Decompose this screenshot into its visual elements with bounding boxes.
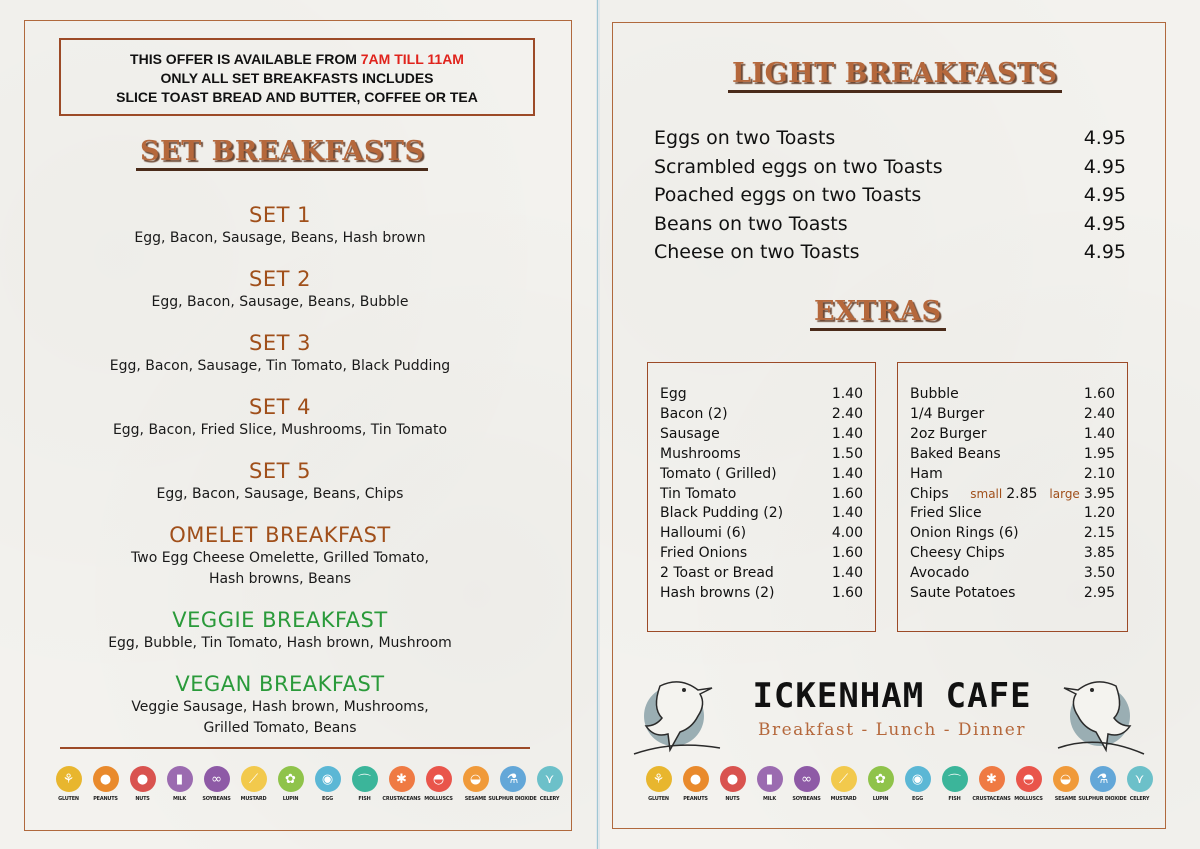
allergen-label: GLUTEN <box>648 796 669 802</box>
item-price: 3.50 <box>1083 565 1115 582</box>
list-item <box>654 210 1126 239</box>
extras-item <box>660 385 863 405</box>
item-price: 4.95 <box>1083 212 1126 235</box>
offer-hours: 7AM TILL 11AM <box>360 51 464 67</box>
shell-icon: ◓ <box>426 766 452 792</box>
extras-item <box>910 385 1115 405</box>
item-price: 1.60 <box>1083 386 1115 402</box>
extras-item <box>660 504 863 524</box>
wheat-icon: ⚘ <box>56 766 82 792</box>
allergen-item <box>235 766 272 802</box>
extras-item <box>910 584 1115 604</box>
extras-item <box>910 544 1115 564</box>
item-name: Hash browns (2) <box>660 585 775 602</box>
light-breakfasts-title <box>732 58 1058 89</box>
sesame-icon: ◒ <box>463 766 489 792</box>
allergen-label: MILK <box>763 796 776 802</box>
list-item <box>654 153 1126 182</box>
item-price: 1.40 <box>831 386 863 402</box>
celery-icon: ⋎ <box>1127 766 1153 792</box>
item-price: 4.95 <box>1083 241 1126 263</box>
item-price: 4.95 <box>1083 184 1126 206</box>
allergen-item <box>50 766 87 802</box>
size-options <box>970 485 1080 505</box>
item-name: Black Pudding (2) <box>660 505 784 522</box>
item-name: Bubble <box>910 386 959 402</box>
allergen-label: EGG <box>322 796 333 802</box>
item-name: Baked Beans <box>910 445 1001 462</box>
item-name: Mushrooms <box>660 445 741 462</box>
soybean-icon: ∞ <box>204 766 230 792</box>
item-name: Scrambled eggs on two Toasts <box>654 155 943 178</box>
allergen-item <box>87 766 124 802</box>
item-name: 1/4 Burger <box>910 405 985 422</box>
allergen-label: PEANUTS <box>683 796 708 802</box>
allergen-item <box>420 766 457 802</box>
item-name: Tomato ( Grilled) <box>660 465 777 482</box>
item-price: 1.60 <box>831 585 863 602</box>
extras-item <box>910 564 1115 584</box>
allergen-label: LUPIN <box>872 796 889 802</box>
allergen-label: NUTS <box>135 796 150 802</box>
item-name: Fried Onions <box>660 545 748 562</box>
item-price: 1.40 <box>831 465 863 482</box>
allergen-label: FISH <box>358 796 371 802</box>
mustard-icon: ⟋ <box>831 766 857 792</box>
item-price: 4.95 <box>1083 155 1126 178</box>
set-name: VEGAN BREAKFAST <box>175 672 385 696</box>
set-item <box>60 607 500 654</box>
item-price: 1.95 <box>1083 445 1115 462</box>
allergen-label: CRUSTACEANS <box>382 796 421 802</box>
allergen-label: MUSTARD <box>240 796 267 802</box>
allergen-item <box>161 766 198 802</box>
item-price: 1.40 <box>1083 425 1115 442</box>
set-item <box>60 266 500 313</box>
extras-item <box>660 524 863 544</box>
offer-notice <box>59 38 535 116</box>
divider-line <box>60 747 530 749</box>
sesame-icon: ◒ <box>1053 766 1079 792</box>
extras-item <box>660 544 863 564</box>
item-name: 2 Toast or Bread <box>660 565 774 582</box>
extras-item <box>660 465 863 485</box>
allergen-label: SOYBEANS <box>202 796 231 802</box>
allergen-item <box>124 766 161 802</box>
allergen-item <box>973 766 1010 802</box>
milk-icon: ▮ <box>167 766 193 792</box>
set-item <box>60 671 500 739</box>
item-name: Ham <box>910 465 943 482</box>
allergen-item <box>309 766 346 802</box>
offer-line3: SLICE TOAST BREAD AND BUTTER, COFFEE OR TEA <box>116 89 478 105</box>
cafe-tagline: Breakfast - Lunch - Dinner <box>757 720 1026 740</box>
allergen-item <box>788 766 825 802</box>
allergen-item <box>1121 766 1158 802</box>
item-price: 1.50 <box>831 445 863 462</box>
soybean-icon: ∞ <box>794 766 820 792</box>
item-price: 4.95 <box>1083 127 1126 149</box>
set-item <box>60 202 500 249</box>
peanut-icon: ● <box>93 766 119 792</box>
set-name: SET 3 <box>249 331 311 355</box>
list-item <box>654 181 1126 210</box>
set-name: SET 1 <box>249 203 311 227</box>
extras-item <box>660 445 863 465</box>
item-price: 1.40 <box>831 565 863 582</box>
allergen-item <box>272 766 309 802</box>
item-name: Tin Tomato <box>660 485 737 502</box>
allergen-item <box>936 766 973 802</box>
cafe-brand <box>742 676 1042 740</box>
item-name: Avocado <box>910 565 970 582</box>
item-name: Eggs on two Toasts <box>654 127 836 149</box>
fish-icon: ⌒ <box>352 766 378 792</box>
set-item <box>60 522 500 590</box>
allergen-label: NUTS <box>725 796 740 802</box>
set-desc: Egg, Bacon, Fried Slice, Mushrooms, Tin Tomato <box>112 422 448 438</box>
set-desc: Two Egg Cheese Omelette, Grilled Tomato, <box>131 550 429 566</box>
small-price: 2.85 <box>1006 485 1038 502</box>
allergen-item <box>899 766 936 802</box>
item-price: 2.40 <box>831 405 863 422</box>
item-name: Chips <box>910 485 949 502</box>
allergen-item <box>1010 766 1047 802</box>
crab-icon: ✱ <box>389 766 415 792</box>
item-name: Halloumi (6) <box>660 525 747 542</box>
allergen-label: MILK <box>173 796 186 802</box>
light-breakfasts-title-text: LIGHT BREAKFASTS <box>732 58 1058 89</box>
item-price: 1.40 <box>831 425 863 442</box>
allergen-label: GLUTEN <box>58 796 79 802</box>
extras-item <box>910 445 1115 465</box>
small-label: small <box>970 486 1003 501</box>
allergen-item <box>751 766 788 802</box>
item-price: 2.40 <box>1083 405 1115 422</box>
item-price: 2.95 <box>1083 585 1115 602</box>
item-name: Onion Rings (6) <box>910 525 1019 542</box>
shell-icon: ◓ <box>1016 766 1042 792</box>
egg-icon: ◉ <box>905 766 931 792</box>
allergen-item <box>383 766 420 802</box>
crab-icon: ✱ <box>979 766 1005 792</box>
extras-box-right <box>897 362 1128 632</box>
extras-item <box>660 485 863 505</box>
item-name: Cheesy Chips <box>910 545 1005 562</box>
set-item <box>60 330 500 377</box>
extras-item <box>910 504 1115 524</box>
sulphur-icon: ⚗ <box>500 766 526 792</box>
item-price: 1.20 <box>1083 505 1115 522</box>
milk-icon: ▮ <box>757 766 783 792</box>
item-name: Beans on two Toasts <box>654 212 848 235</box>
item-price: 2.15 <box>1083 525 1115 542</box>
extras-item <box>660 584 863 604</box>
nut-icon: ● <box>130 766 156 792</box>
set-breakfasts-title <box>140 136 424 167</box>
allergen-legend <box>50 766 568 802</box>
allergen-label: SULPHUR DIOXIDE <box>1078 796 1127 802</box>
offer-line1-prefix: THIS OFFER IS AVAILABLE FROM <box>130 51 361 67</box>
item-name: Bacon (2) <box>660 405 728 422</box>
item-name: Egg <box>660 386 687 402</box>
set-name: OMELET BREAKFAST <box>169 523 391 547</box>
allergen-item <box>677 766 714 802</box>
allergen-legend <box>640 766 1158 802</box>
item-name: 2oz Burger <box>910 425 987 442</box>
set-breakfasts-title-text: SET BREAKFASTS <box>140 136 425 167</box>
set-name: VEGGIE BREAKFAST <box>172 608 388 632</box>
extras-item <box>910 405 1115 425</box>
item-price: 3.95 <box>1083 485 1115 502</box>
allergen-label: SESAME <box>1054 796 1077 802</box>
item-price: 1.60 <box>831 545 863 562</box>
item-price: 3.85 <box>1083 545 1115 562</box>
extras-item <box>660 564 863 584</box>
item-name: Fried Slice <box>910 505 982 522</box>
set-item <box>60 458 500 505</box>
item-price: 4.00 <box>831 525 863 542</box>
extras-item <box>660 425 863 445</box>
allergen-item <box>825 766 862 802</box>
allergen-item <box>531 766 568 802</box>
extras-item <box>910 425 1115 445</box>
lupin-icon: ✿ <box>868 766 894 792</box>
allergen-label: SESAME <box>464 796 487 802</box>
nut-icon: ● <box>720 766 746 792</box>
set-desc: Veggie Sausage, Hash brown, Mushrooms, <box>131 699 429 715</box>
bird-illustration-left <box>632 668 722 756</box>
fish-icon: ⌒ <box>942 766 968 792</box>
set-name: SET 2 <box>249 267 311 291</box>
allergen-label: CELERY <box>1129 796 1150 802</box>
allergen-item <box>198 766 235 802</box>
set-desc: Egg, Bacon, Sausage, Beans, Hash brown <box>134 230 426 246</box>
item-name: Poached eggs on two Toasts <box>654 184 922 206</box>
set-desc: Egg, Bubble, Tin Tomato, Hash brown, Mushroom <box>108 635 452 651</box>
item-price: 1.40 <box>831 505 863 522</box>
allergen-label: LUPIN <box>282 796 299 802</box>
sulphur-icon: ⚗ <box>1090 766 1116 792</box>
extras-item <box>910 485 1115 505</box>
allergen-label: PEANUTS <box>93 796 118 802</box>
item-price: 2.10 <box>1083 465 1115 482</box>
celery-icon: ⋎ <box>537 766 563 792</box>
wheat-icon: ⚘ <box>646 766 672 792</box>
item-name: Cheese on two Toasts <box>654 241 860 263</box>
allergen-item <box>640 766 677 802</box>
extras-title <box>814 296 942 327</box>
extras-item <box>660 405 863 425</box>
extras-title-text: EXTRAS <box>814 296 942 327</box>
extras-item <box>910 465 1115 485</box>
set-desc: Egg, Bacon, Sausage, Beans, Bubble <box>151 294 409 310</box>
lupin-icon: ✿ <box>278 766 304 792</box>
allergen-label: SOYBEANS <box>792 796 821 802</box>
allergen-item <box>1078 766 1127 802</box>
allergen-label: MOLLUSCS <box>1014 796 1043 802</box>
large-label: large <box>1049 486 1080 501</box>
allergen-label: SULPHUR DIOXIDE <box>488 796 537 802</box>
allergen-label: CRUSTACEANS <box>972 796 1011 802</box>
bird-illustration-right <box>1054 668 1146 756</box>
allergen-label: EGG <box>912 796 923 802</box>
allergen-item <box>714 766 751 802</box>
item-name: Sausage <box>660 425 720 442</box>
light-breakfasts-list <box>654 124 1126 267</box>
allergen-label: FISH <box>948 796 961 802</box>
set-item <box>60 394 500 441</box>
allergen-label: MOLLUSCS <box>424 796 453 802</box>
set-desc: Egg, Bacon, Sausage, Beans, Chips <box>156 486 404 502</box>
item-price: 1.60 <box>831 485 863 502</box>
cafe-name: ICKENHAM CAFE <box>752 676 1032 716</box>
allergen-label: MUSTARD <box>830 796 857 802</box>
peanut-icon: ● <box>683 766 709 792</box>
set-name: SET 5 <box>249 459 311 483</box>
set-desc: Egg, Bacon, Sausage, Tin Tomato, Black Pudding <box>109 358 451 374</box>
offer-line2: ONLY ALL SET BREAKFASTS INCLUDES <box>160 70 434 86</box>
extras-item <box>910 524 1115 544</box>
mustard-icon: ⟋ <box>241 766 267 792</box>
list-item <box>654 238 1126 267</box>
egg-icon: ◉ <box>315 766 341 792</box>
allergen-label: CELERY <box>539 796 560 802</box>
set-desc: Grilled Tomato, Beans <box>203 720 357 736</box>
allergen-item <box>862 766 899 802</box>
set-desc: Hash browns, Beans <box>208 571 352 587</box>
set-name: SET 4 <box>249 395 311 419</box>
allergen-item <box>488 766 537 802</box>
item-name: Saute Potatoes <box>910 585 1016 602</box>
extras-box-left <box>647 362 876 632</box>
list-item <box>654 124 1126 153</box>
allergen-item <box>346 766 383 802</box>
